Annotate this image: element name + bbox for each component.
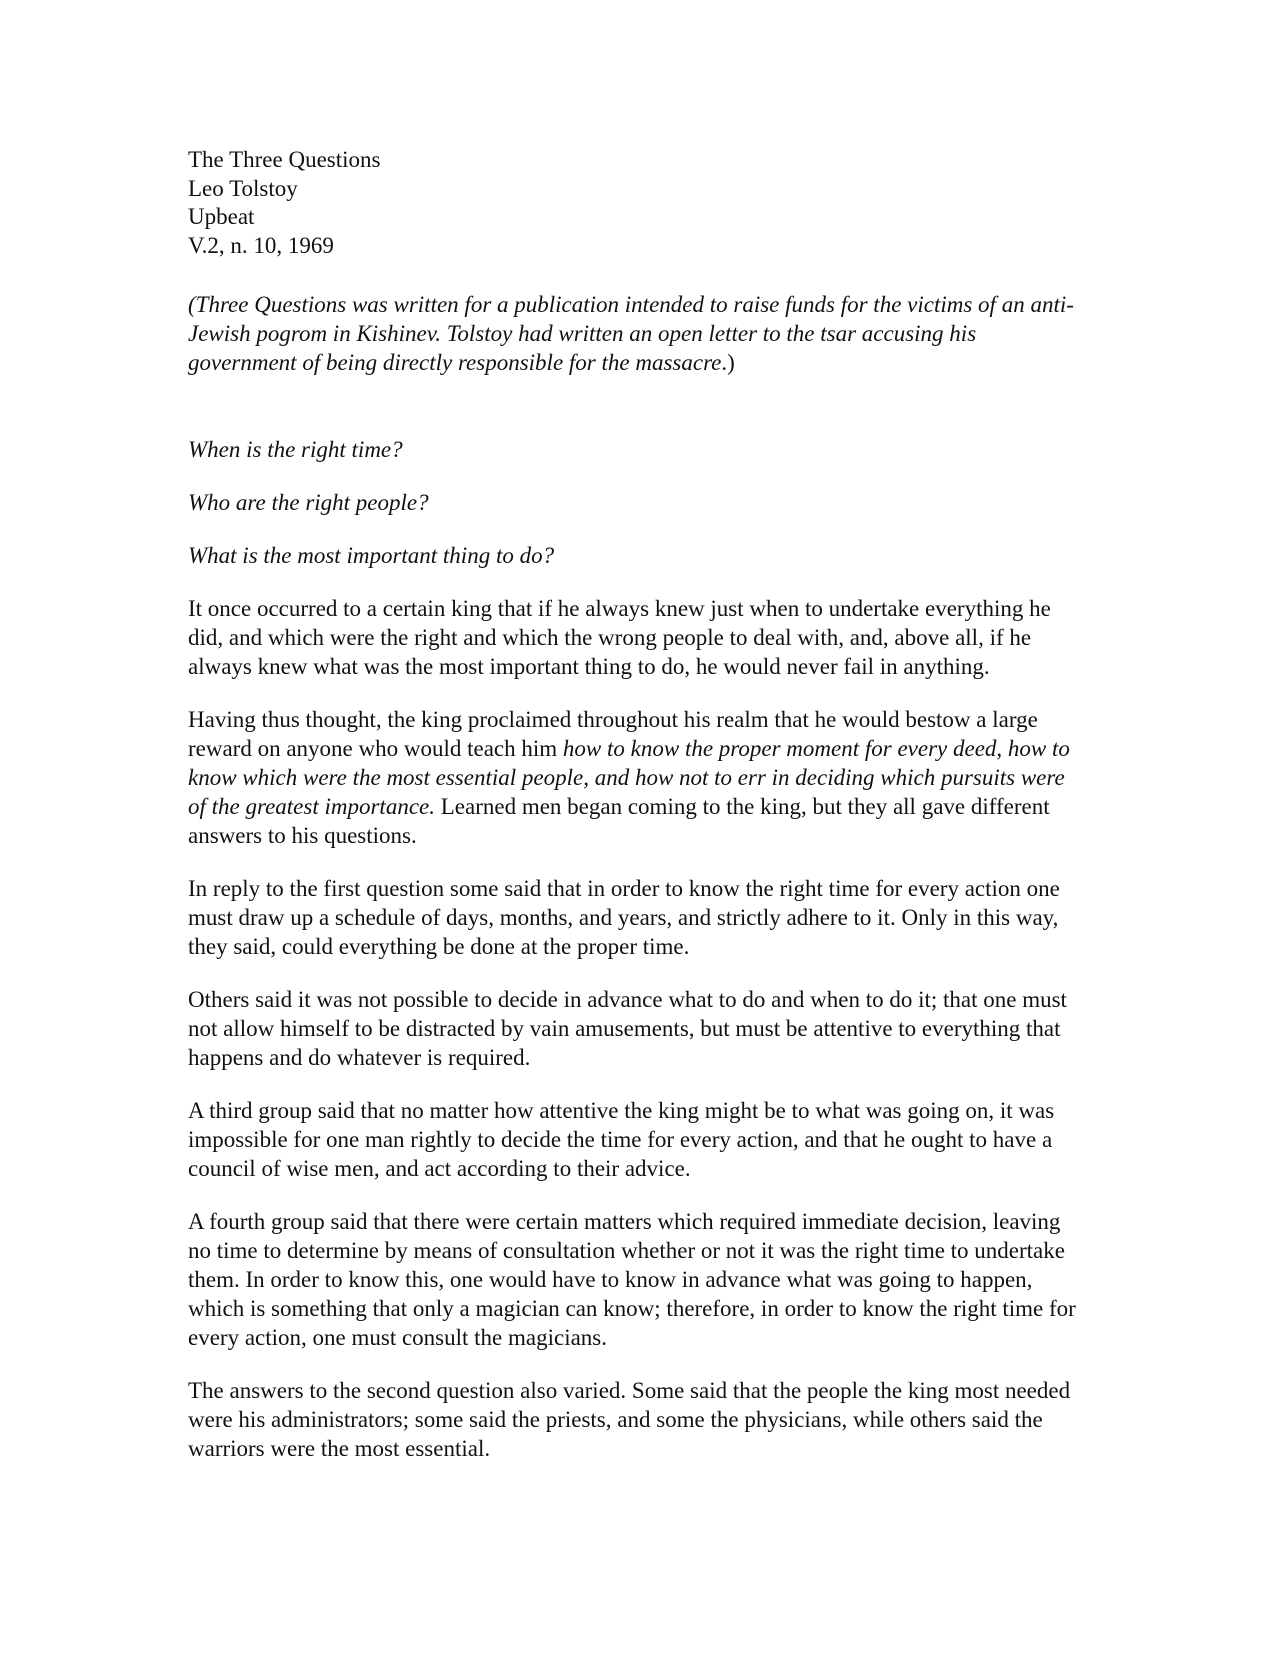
paragraph-2-italic: how to know the proper moment for every deed, how to know which were the most essential people, and how not to err in deciding which pursuits were of the greatest importance. [188, 736, 1070, 819]
story-title: The Three Questions [188, 147, 381, 172]
question-2: Who are the right people? [188, 490, 429, 515]
author-name: Leo Tolstoy [188, 175, 298, 201]
publication-citation: V.2, n. 10, 1969 [188, 232, 334, 258]
paragraph-3: In reply to the first question some said that in order to know the right time for every action one must draw up a schedule of days, months, and years, and strictly adhere to it. Only in this way, they said, could everything be done at the proper time. [188, 876, 1060, 959]
intro-note-closing: .) [721, 350, 735, 375]
paragraph-2-end: Learned men began coming to the king, but they all gave different answers to his questions. [188, 794, 1050, 848]
document-header [188, 146, 1088, 260]
question-1: When is the right time? [188, 437, 403, 462]
document-body [188, 146, 1088, 1463]
publication-name: Upbeat [188, 204, 255, 229]
paragraph-4: Others said it was not possible to decide in advance what to do and when to do it; that one must not allow himself to be distracted by vain amusements, but must be attentive to everything that happens and do whatever is required. [188, 987, 1067, 1070]
question-3: What is the most important thing to do? [188, 543, 555, 568]
paragraph-5: A third group said that no matter how attentive the king might be to what was going on, it was impossible for one man rightly to decide the time for every action, and that he ought to have a council of wise men, and act according to their advice. [188, 1098, 1055, 1181]
intro-note-text: (Three Questions was written for a publication intended to raise funds for the victims of an anti-Jewish pogrom in Kishinev. Tolstoy had written an open letter to the tsar accusing his government of being directly responsible for the massacre [188, 292, 1074, 375]
paragraph-1: It once occurred to a certain king that if he always knew just when to undertake everything he did, and which were the right and which the wrong people to deal with, and, above all, if he always knew what was the most important thing to do, he would never fail in anything. [188, 596, 1051, 679]
paragraph-7: The answers to the second question also varied. Some said that the people the king most needed were his administrators; some said the priests, and some the physicians, while others said the warriors were the most essential. [188, 1378, 1071, 1461]
intro-note [188, 290, 1088, 377]
paragraph-2-start: Having thus thought, the king proclaimed throughout his realm that he would bestow a large reward on anyone who would teach him [188, 707, 1038, 761]
paragraph-6: A fourth group said that there were certain matters which required immediate decision, leaving no time to determine by means of consultation whether or not it was the right time to undertake them. In order to know this, one would have to know in advance what was going to happen, which is something that only a magician can know; therefore, in order to know the right time for every action, one must consult the magicians. [188, 1209, 1076, 1350]
paragraph-2 [188, 705, 1088, 850]
